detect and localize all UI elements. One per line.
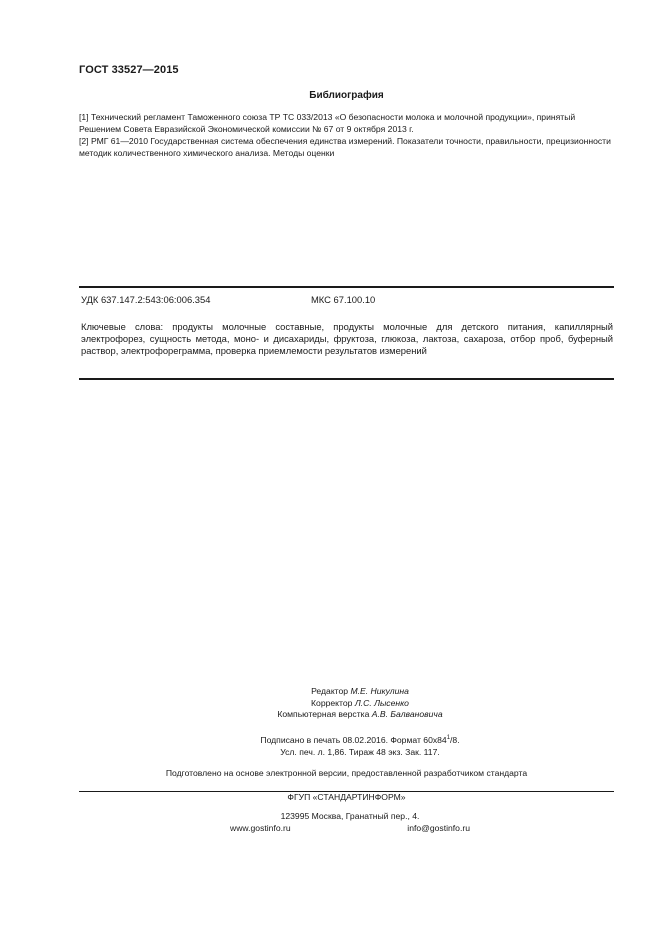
standard-code: ГОСТ 33527—2015	[79, 64, 179, 76]
editor-name: М.Е. Никулина	[350, 686, 409, 696]
editor-label: Редактор	[311, 686, 349, 696]
print-info: Усл. печ. л. 1,86. Тираж 48 экз. Зак. 117.	[280, 746, 440, 757]
corrector-name: Л.С. Лысенко	[354, 697, 409, 708]
bibliography-list	[79, 111, 616, 159]
corrector-line	[210, 698, 510, 710]
publisher-email[interactable]: info@gostinfo.ru	[407, 823, 470, 833]
layout-name: А.В. Балвановича	[371, 709, 443, 719]
layout-label: Компьютерная верстка	[277, 709, 370, 719]
publisher-address: 123995 Москва, Гранатный пер., 4.	[280, 811, 420, 821]
udk-code: УДК 637.147.2:543:06:006.354	[81, 294, 211, 305]
divider-bottom	[79, 378, 614, 380]
credits-block	[210, 686, 510, 721]
divider-top	[79, 286, 614, 288]
mks-code: МКС 67.100.10	[311, 294, 376, 305]
bibliography-item: [1] Технический регламент Таможенного союза ТР ТС 033/2013 «О безопасности молока и молочной продукции», принятый Решением Совета Евразийской Экономической комиссии № 67 от 9 октября 2013 г.	[79, 112, 576, 134]
editor-line	[210, 686, 510, 698]
signed-text: Подписано в печать 08.02.2016. Формат 60x84	[260, 735, 447, 745]
bibliography-item: [2] РМГ 61—2010 Государственная система обеспечения единства измерений. Показатели точности, правильности, прецизионности методик количественного химического анализа. Методы оценки	[79, 136, 611, 158]
publisher-website[interactable]: www.gostinfo.ru	[230, 823, 291, 833]
publisher-contacts	[230, 823, 470, 833]
signed-line: Подписано в печать 08.02.2016. Формат $60x84^1/8$.	[260, 735, 460, 745]
format-sub: /8	[450, 735, 458, 745]
format-sup: 1	[446, 735, 451, 741]
keywords: Ключевые слова: продукты молочные составные, продукты молочные для детского питания, капиллярный электрофорез, сущность метода, моно- и дисахариды, фруктоза, глюкоза, лактоза, сахароза, отбор проб, буферный раствор, электрофореграмма, проверка приемлемости результатов измерений	[81, 321, 613, 356]
bibliography-title: Библиография	[309, 90, 384, 101]
publication-block	[200, 733, 520, 758]
publisher-name: ФГУП «СТАНДАРТИНФОРМ»	[287, 792, 406, 802]
corrector-label: Корректор	[311, 697, 353, 708]
source-note: Подготовлено на основе электронной версии, предоставленной разработчиком стандарта	[165, 768, 528, 778]
layout-line	[210, 709, 510, 721]
